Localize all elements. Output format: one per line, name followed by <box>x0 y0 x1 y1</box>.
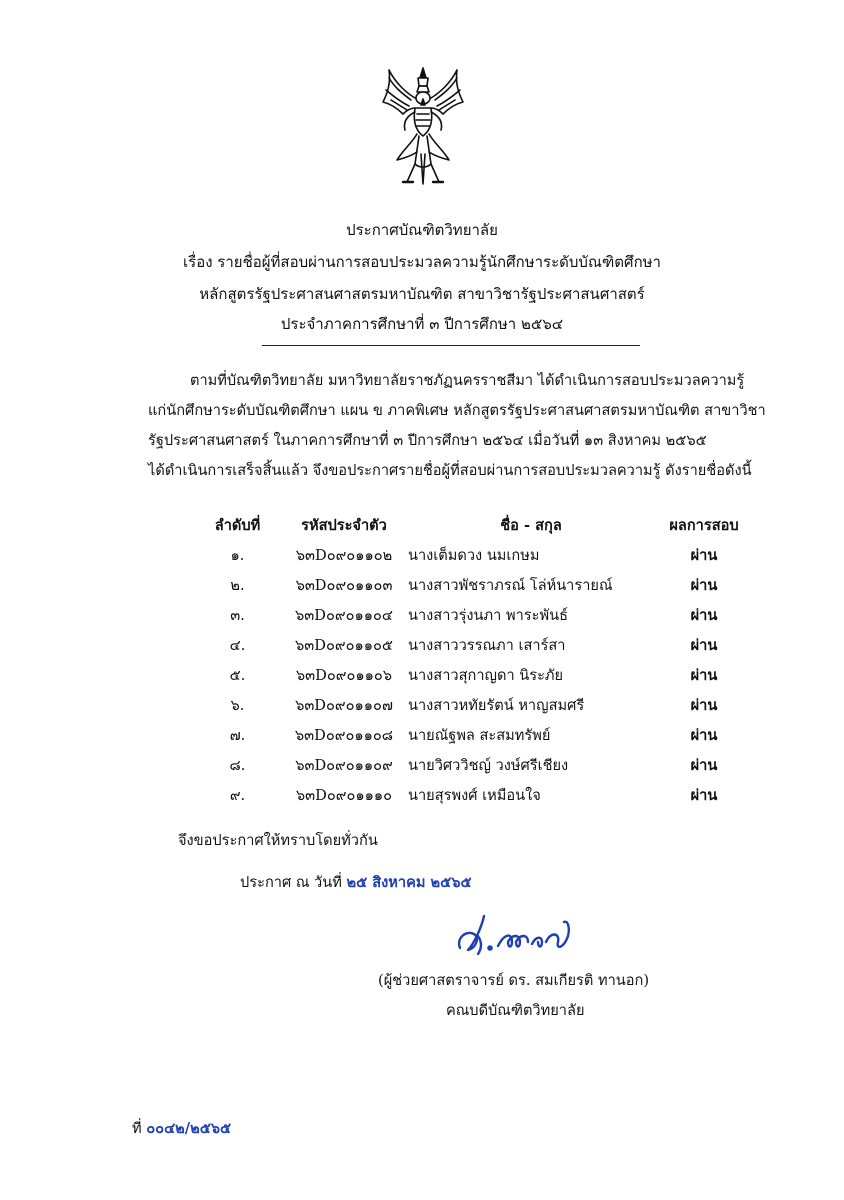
body-line-1: ตามที่บัณฑิตวิทยาลัย มหาวิทยาลัยราชภัฏนครราชสีมา ได้ดำเนินการสอบประมวลความรู้ <box>190 372 745 389</box>
row-name: นางสาววรรณภา เสาร์สา <box>408 636 566 654</box>
row-result: ผ่าน <box>690 666 718 684</box>
row-id: ๖๓D๐๙๐๑๑๐๙ <box>295 756 393 774</box>
announcement-term: ประจำภาคการศึกษาที่ ๓ ปีการศึกษา ๒๕๖๔ <box>280 315 564 333</box>
row-no: ๗. <box>229 726 246 744</box>
row-no: ๓. <box>230 606 245 624</box>
row-no: ๒. <box>230 576 245 594</box>
row-id: ๖๓D๐๙๐๑๑๐๖ <box>295 666 393 684</box>
row-name: นายณัฐพล สะสมทรัพย์ <box>408 726 551 744</box>
row-name: นายวิศววิชญ์ วงษ์ศรีเชียง <box>408 756 569 774</box>
header-id: รหัสประจำตัว <box>301 516 387 534</box>
results-table <box>195 510 754 810</box>
table-row <box>195 540 754 570</box>
reference-number: ๐๐๔๒/๒๕๖๕ <box>146 1120 232 1137</box>
signature-image <box>452 908 582 962</box>
row-name: นางสาวสุกาญดา นิระภัย <box>408 666 564 684</box>
header-divider <box>262 345 640 346</box>
announcement-date-line <box>240 868 472 898</box>
table-row <box>195 660 754 690</box>
body-line-2: แก่นักศึกษาระดับบัณฑิตศึกษา แผน ข ภาคพิเศษ หลักสูตรรัฐประศาสนศาสตรมหาบัณฑิต สาขาวิชา <box>148 402 766 419</box>
row-result: ผ่าน <box>690 756 718 774</box>
signer-position: คณบดีบัณฑิตวิทยาลัย <box>446 1002 585 1019</box>
row-name: นางสาวหทัยรัตน์ หาญสมศรี <box>408 696 585 714</box>
row-result: ผ่าน <box>690 786 718 804</box>
table-row <box>195 690 754 720</box>
row-name: นางเต็มดวง นมเกษม <box>408 546 540 564</box>
row-id: ๖๓D๐๙๐๑๑๐๗ <box>295 696 393 714</box>
row-result: ผ่าน <box>690 726 718 744</box>
table-row <box>195 600 754 630</box>
table-row <box>195 570 754 600</box>
row-result: ผ่าน <box>690 636 718 654</box>
row-result: ผ่าน <box>690 576 718 594</box>
row-id: ๖๓D๐๙๐๑๑๑๐ <box>295 786 393 804</box>
body-line-3: รัฐประศาสนศาสตร์ ในภาคการศึกษาที่ ๓ ปีการศึกษา ๒๕๖๔ เมื่อวันที่ ๑๓ สิงหาคม ๒๕๖๕ <box>148 432 707 449</box>
row-name: นางสาวพัชราภรณ์ โล่ห์นารายณ์ <box>408 576 613 594</box>
announcement-program: หลักสูตรรัฐประศาสนศาสตรมหาบัณฑิต สาขาวิชารัฐประศาสนศาสตร์ <box>199 285 645 303</box>
table-row <box>195 780 754 810</box>
row-id: ๖๓D๐๙๐๑๑๐๘ <box>294 726 394 744</box>
body-line-4: ได้ดำเนินการเสร็จสิ้นแล้ว จึงขอประกาศรายชื่อผู้ที่สอบผ่านการสอบประมวลความรู้ ดังรายชื่อดังนี้ <box>148 462 752 479</box>
row-no: ๕. <box>229 666 246 684</box>
closing-text: จึงขอประกาศให้ทราบโดยทั่วกัน <box>178 832 378 849</box>
row-result: ผ่าน <box>690 606 718 624</box>
row-no: ๘. <box>229 756 246 774</box>
announcement-date: ๒๕ สิงหาคม ๒๕๖๕ <box>346 874 472 891</box>
table-header-row <box>195 510 754 540</box>
row-no: ๙. <box>229 786 246 804</box>
reference-line <box>132 1114 231 1144</box>
announcement-subject: เรื่อง รายชื่อผู้ที่สอบผ่านการสอบประมวลความรู้นักศึกษาระดับบัณฑิตศึกษา <box>183 253 661 271</box>
reference-prefix: ที่ <box>132 1120 142 1137</box>
header-no: ลำดับที่ <box>214 516 261 534</box>
row-id: ๖๓D๐๙๐๑๑๐๔ <box>295 606 393 624</box>
table-row <box>195 720 754 750</box>
signer-name: (ผู้ช่วยศาสตราจารย์ ดร. สมเกียรติ ทานอก) <box>378 972 650 989</box>
table-row <box>195 750 754 780</box>
table-row <box>195 630 754 660</box>
row-id: ๖๓D๐๙๐๑๑๐๒ <box>295 546 393 564</box>
header-name: ชื่อ - สกุล <box>500 516 562 534</box>
row-result: ผ่าน <box>690 696 718 714</box>
row-id: ๖๓D๐๙๐๑๑๐๕ <box>295 636 393 654</box>
header-result: ผลการสอบ <box>669 516 739 534</box>
row-id: ๖๓D๐๙๐๑๑๐๓ <box>295 576 393 594</box>
row-name: นายสุรพงศ์ เหมือนใจ <box>408 786 541 804</box>
row-result: ผ่าน <box>690 546 718 564</box>
announcement-office: ประกาศบัณฑิตวิทยาลัย <box>346 221 498 239</box>
row-no: ๖. <box>230 696 245 714</box>
row-no: ๑. <box>230 546 245 564</box>
row-no: ๔. <box>229 636 246 654</box>
garuda-emblem-icon <box>381 64 465 192</box>
announcement-date-prefix: ประกาศ ณ วันที่ <box>240 874 342 891</box>
row-name: นางสาวรุ่งนภา พาระพันธ์ <box>408 606 568 624</box>
